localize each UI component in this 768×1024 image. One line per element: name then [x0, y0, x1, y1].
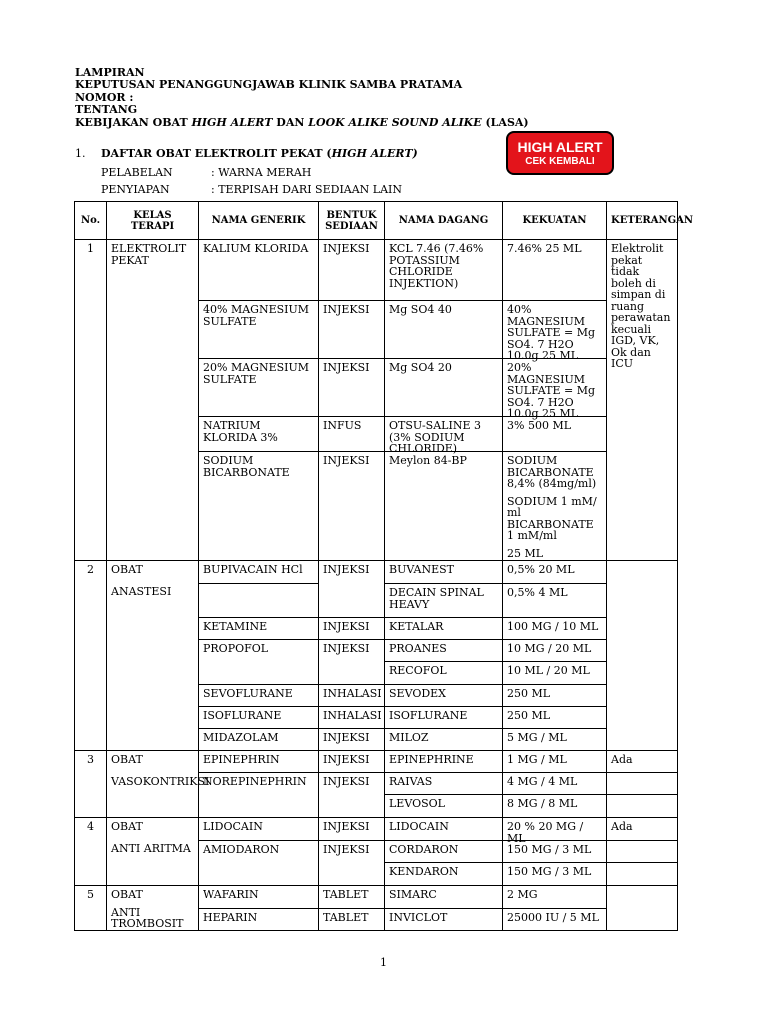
- table-row: PROPOFOL INJEKSI PROANES 10 MG / 20 ML: [75, 640, 678, 662]
- page-number: 1: [380, 956, 387, 969]
- table-row: NATRIUM KLORIDA 3% INFUS OTSU-SALINE 3 (3% SODIUM CHLORIDE) 3% 500 ML: [75, 417, 678, 452]
- row-number: 3: [75, 751, 107, 818]
- col-header-dagang: NAMA DAGANG: [385, 202, 503, 240]
- row-number: 4: [75, 818, 107, 886]
- table-row: AMIODARON INJEKSI CORDARON 150 MG / 3 ML: [75, 841, 678, 863]
- table-row: 20% MAGNESIUM SULFATE INJEKSI Mg SO4 20 20% MAGNESIUM SULFATE = Mg SO4. 7 H2O 10.0g 25 ML: [75, 359, 678, 417]
- col-header-no: No.: [75, 202, 107, 240]
- header-line-tentang: TENTANG: [75, 103, 138, 117]
- preparation-row: PENYIAPAN : TERPISAH DARI SEDIAAN LAIN: [101, 183, 403, 196]
- keterangan: Elektrolit pekat tidak boleh di simpan di ruang perawatan kecuali IGD, VK, Ok dan ICU: [607, 240, 678, 561]
- kelas-terapi: OBAT ANTI ARITMA: [107, 818, 199, 886]
- table-row: 5 OBAT ANTI TROMBOSIT WAFARIN TABLET SIMARC 2 MG: [75, 886, 678, 909]
- header-line-kebijakan: KEBIJAKAN OBAT HIGH ALERT DAN LOOK ALIKE SOUND ALIKE (LASA): [75, 115, 529, 129]
- header-line-nomor: NOMOR :: [75, 90, 134, 104]
- drug-table: [74, 201, 694, 931]
- table-row: 2 OBAT ANASTESI BUPIVACAIN HCl INJEKSI BUVANEST 0,5% 20 ML: [75, 561, 678, 584]
- table-row: HEPARIN TABLET INVICLOT 25000 IU / 5 ML: [75, 909, 678, 931]
- table-row: 4 OBAT ANTI ARITMA LIDOCAIN INJEKSI LIDOCAIN 20 % 20 MG / ML Ada: [75, 818, 678, 841]
- table-header-row: [75, 202, 678, 240]
- high-alert-badge: HIGH ALERT CEK KEMBALI: [506, 131, 614, 175]
- table-row: DECAIN SPINAL HEAVY 0,5% 4 ML: [75, 584, 678, 618]
- document-header: [75, 67, 529, 129]
- col-header-generik: NAMA GENERIK: [199, 202, 319, 240]
- kelas-terapi: OBAT ANASTESI: [107, 561, 199, 751]
- table-row: LEVOSOL 8 MG / 8 ML: [75, 795, 678, 818]
- table-row: SEVOFLURANE INHALASI SEVODEX 250 ML: [75, 685, 678, 707]
- kelas-terapi: ELEKTROLIT PEKAT: [107, 240, 199, 561]
- table-row: NOREPINEPHRIN INJEKSI RAIVAS 4 MG / 4 ML: [75, 773, 678, 795]
- col-header-kekuatan: KEKUATAN: [503, 202, 607, 240]
- header-line-keputusan: KEPUTUSAN PENANGGUNGJAWAB KLINIK SAMBA PRATAMA: [75, 78, 463, 92]
- section-title: 1. DAFTAR OBAT ELEKTROLIT PEKAT (HIGH ALERT): [75, 147, 418, 160]
- kelas-terapi: OBAT VASOKONTRIKSI: [107, 751, 199, 818]
- table-row: SODIUM BICARBONATE INJEKSI Meylon 84-BP SODIUM BICARBONATE 8,4% (84mg/ml) SODIUM 1 mM/ ml BICARBONATE 1 mM/ml 25 ML: [75, 452, 678, 561]
- table-row: ISOFLURANE INHALASI ISOFLURANE 250 ML: [75, 707, 678, 729]
- header-line-lampiran: LAMPIRAN: [75, 66, 145, 79]
- col-header-bentuk: BENTUK SEDIAAN: [319, 202, 385, 240]
- row-number: 1: [75, 240, 107, 561]
- col-header-keterangan: KETERANGAN: [607, 202, 678, 240]
- labeling-row: PELABELAN : WARNA MERAH: [101, 166, 312, 179]
- row-number: 2: [75, 561, 107, 751]
- table-row: 3 OBAT VASOKONTRIKSI EPINEPHRIN INJEKSI EPINEPHRINE 1 MG / ML Ada: [75, 751, 678, 773]
- table-row: 40% MAGNESIUM SULFATE INJEKSI Mg SO4 40 40% MAGNESIUM SULFATE = Mg SO4. 7 H2O 10.0g 25 ML: [75, 301, 678, 359]
- table-row: KETAMINE INJEKSI KETALAR 100 MG / 10 ML: [75, 618, 678, 640]
- kelas-terapi: OBAT ANTI TROMBOSIT: [107, 886, 199, 931]
- table-row: 1 ELEKTROLIT PEKAT KALIUM KLORIDA INJEKSI KCL 7.46 (7.46% POTASSIUM CHLORIDE INJEKTION) 7.46% 25 ML Elektrolit pekat tidak boleh di simpan di ruang perawatan kecuali IGD, VK, Ok dan ICU: [75, 240, 678, 301]
- table-row: KENDARON 150 MG / 3 ML: [75, 863, 678, 886]
- table-row: RECOFOL 10 ML / 20 ML: [75, 662, 678, 685]
- table-row: MIDAZOLAM INJEKSI MILOZ 5 MG / ML: [75, 729, 678, 751]
- row-number: 5: [75, 886, 107, 931]
- col-header-kelas: KELAS TERAPI: [107, 202, 199, 240]
